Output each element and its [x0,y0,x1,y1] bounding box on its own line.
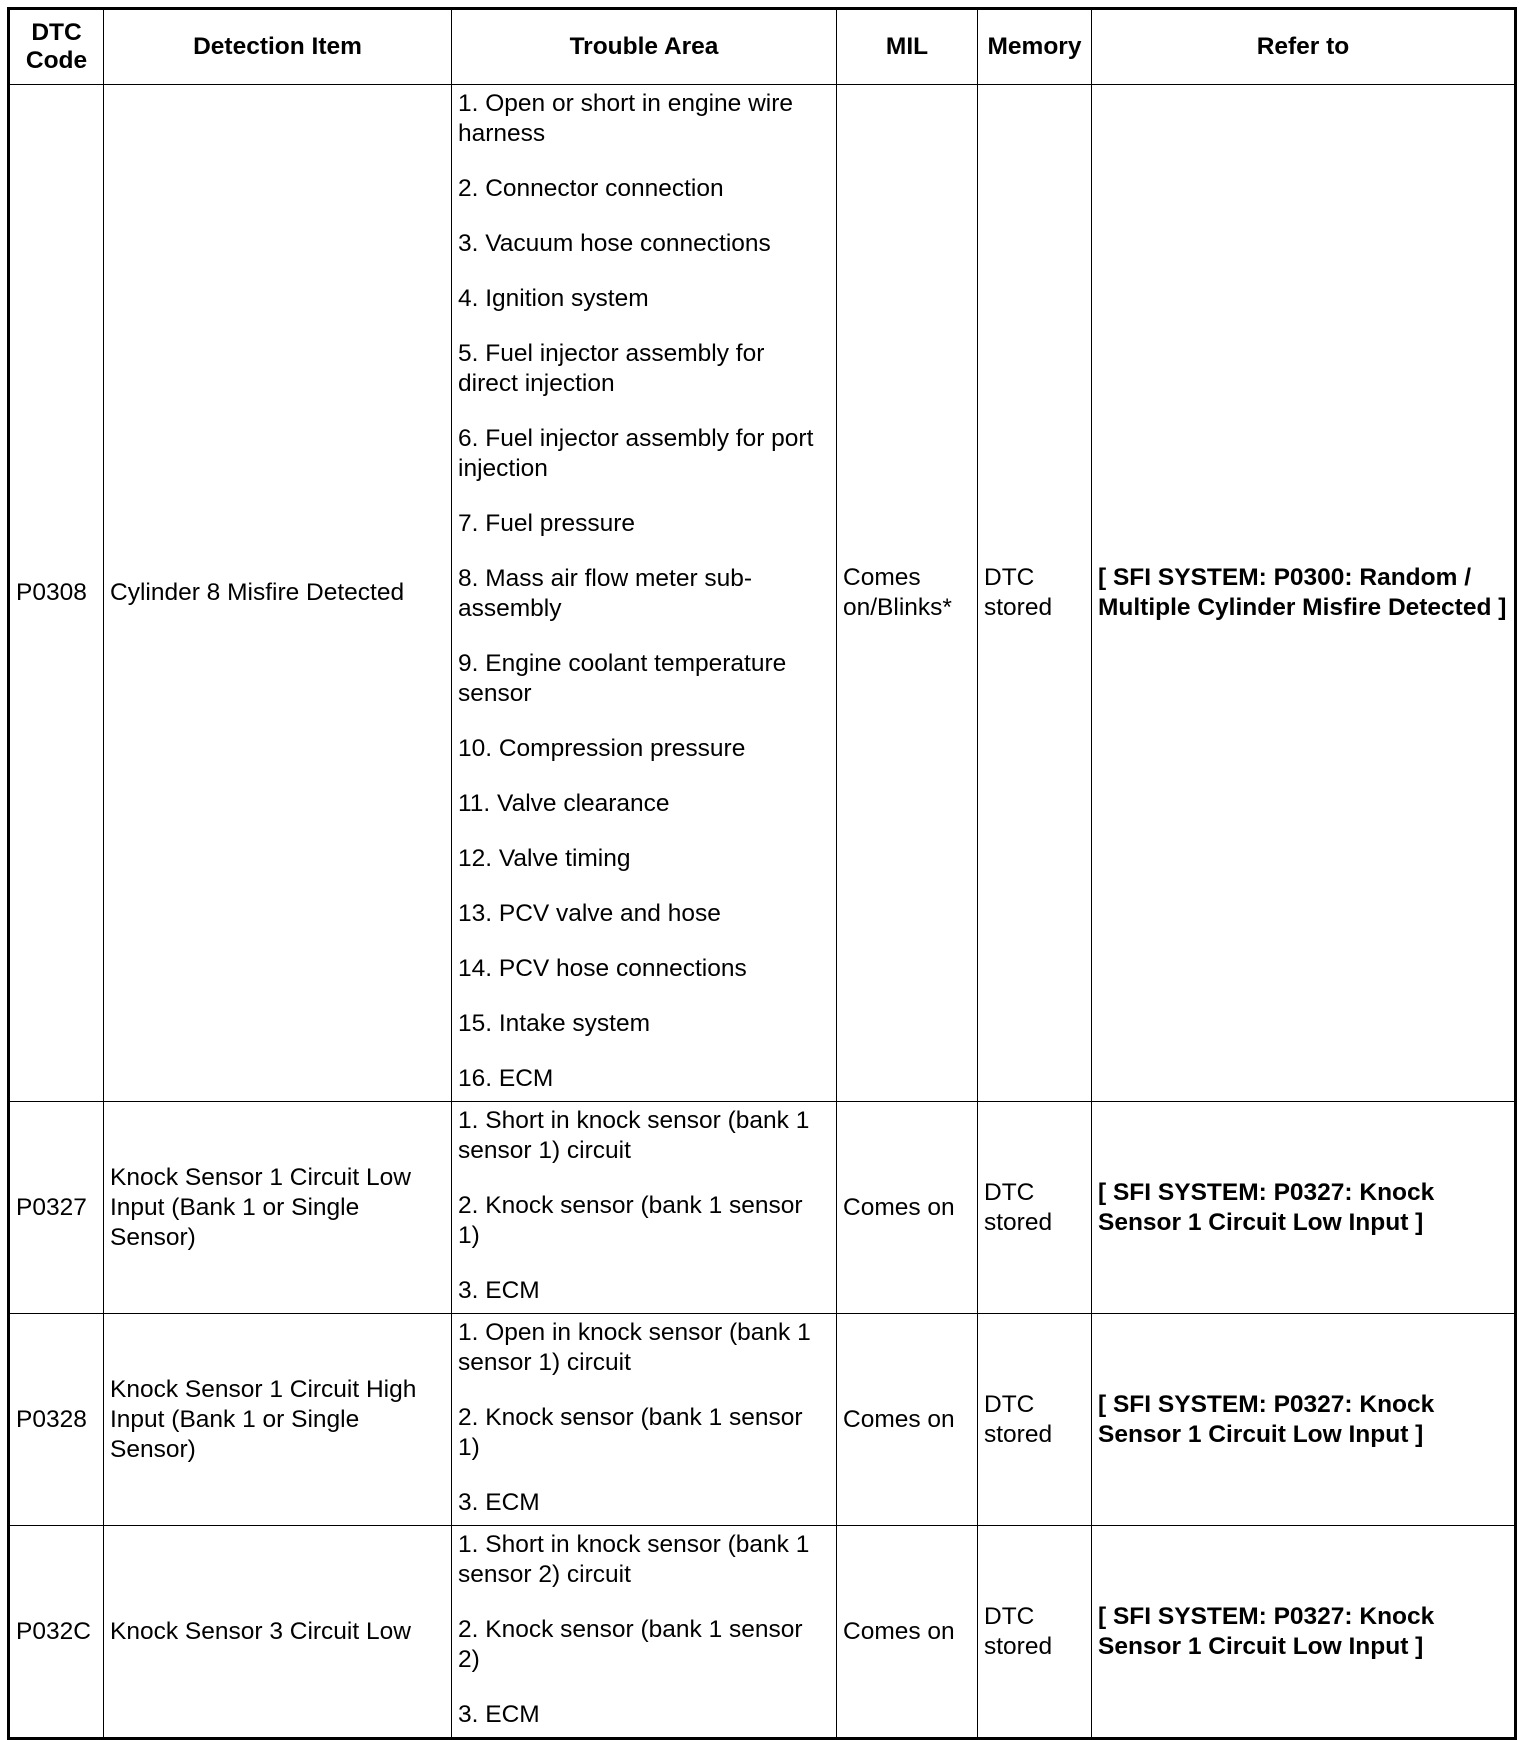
trouble-area-cell [452,85,837,1102]
header-row [9,9,1516,85]
header-dtc-code: DTC Code [9,9,104,85]
detection-item-cell: Knock Sensor 1 Circuit High Input (Bank 1 or Single Sensor) [104,1314,452,1526]
list-item: 2. Knock sensor (bank 1 sensor 1) [458,1404,803,1461]
list-item: 10. Compression pressure [458,735,746,762]
list-item: 13. PCV valve and hose [458,900,721,927]
list-item: 7. Fuel pressure [458,510,636,537]
list-item: 3. ECM [458,1701,540,1728]
list-item: 16. ECM [458,1065,554,1092]
header-memory: Memory [978,9,1092,85]
mil-cell: Comes on/Blinks* [837,85,978,1102]
memory-cell: DTC stored [978,1526,1092,1739]
table-row [9,1314,1516,1526]
trouble-area-cell [452,1526,837,1739]
table-header [9,9,1516,85]
detection-item-cell: Knock Sensor 1 Circuit Low Input (Bank 1 or Single Sensor) [104,1102,452,1314]
table-row [9,85,1516,1102]
memory-cell: DTC stored [978,85,1092,1102]
dtc-code-cell: P0308 [9,85,104,1102]
list-item: 11. Valve clearance [458,790,670,817]
mil-cell: Comes on [837,1102,978,1314]
dtc-code-cell: P0328 [9,1314,104,1526]
list-item: 3. ECM [458,1489,540,1516]
list-item: 2. Knock sensor (bank 1 sensor 1) [458,1192,803,1249]
list-item: 3. ECM [458,1277,540,1304]
list-item: 9. Engine coolant temperature sensor [458,650,787,707]
refer-to-cell: [ SFI SYSTEM: P0327: Knock Sensor 1 Circuit Low Input ] [1092,1526,1516,1739]
trouble-area-list [458,1530,830,1730]
table-row [9,1102,1516,1314]
memory-cell: DTC stored [978,1314,1092,1526]
memory-cell: DTC stored [978,1102,1092,1314]
trouble-area-cell [452,1314,837,1526]
list-item: 15. Intake system [458,1010,651,1037]
dtc-code-cell: P032C [9,1526,104,1739]
detection-item-cell: Knock Sensor 3 Circuit Low [104,1526,452,1739]
table-row [9,1526,1516,1739]
header-trouble-area: Trouble Area [452,9,837,85]
list-item: 3. Vacuum hose connections [458,230,771,257]
list-item: 6. Fuel injector assembly for port injection [458,425,814,482]
list-item: 1. Open or short in engine wire harness [458,90,794,147]
list-item: 5. Fuel injector assembly for direct injection [458,340,765,397]
header-mil: MIL [837,9,978,85]
header-detection-item: Detection Item [104,9,452,85]
list-item: 1. Short in knock sensor (bank 1 sensor 2) circuit [458,1531,810,1588]
trouble-area-list [458,1318,830,1518]
mil-cell: Comes on [837,1314,978,1526]
header-refer-to: Refer to [1092,9,1516,85]
refer-to-cell: [ SFI SYSTEM: P0327: Knock Sensor 1 Circuit Low Input ] [1092,1102,1516,1314]
trouble-area-cell [452,1102,837,1314]
mil-cell: Comes on [837,1526,978,1739]
list-item: 2. Connector connection [458,175,724,202]
list-item: 14. PCV hose connections [458,955,747,982]
list-item: 8. Mass air flow meter sub-assembly [458,565,753,622]
dtc-code-cell: P0327 [9,1102,104,1314]
trouble-area-list [458,89,830,1094]
list-item: 1. Open in knock sensor (bank 1 sensor 1) circuit [458,1319,811,1376]
list-item: 4. Ignition system [458,285,649,312]
detection-item-cell: Cylinder 8 Misfire Detected [104,85,452,1102]
dtc-table [7,7,1517,1740]
list-item: 2. Knock sensor (bank 1 sensor 2) [458,1616,803,1673]
table-body [9,85,1516,1739]
refer-to-cell: [ SFI SYSTEM: P0300: Random / Multiple Cylinder Misfire Detected ] [1092,85,1516,1102]
list-item: 12. Valve timing [458,845,631,872]
trouble-area-list [458,1106,830,1306]
list-item: 1. Short in knock sensor (bank 1 sensor 1) circuit [458,1107,810,1164]
refer-to-cell: [ SFI SYSTEM: P0327: Knock Sensor 1 Circuit Low Input ] [1092,1314,1516,1526]
